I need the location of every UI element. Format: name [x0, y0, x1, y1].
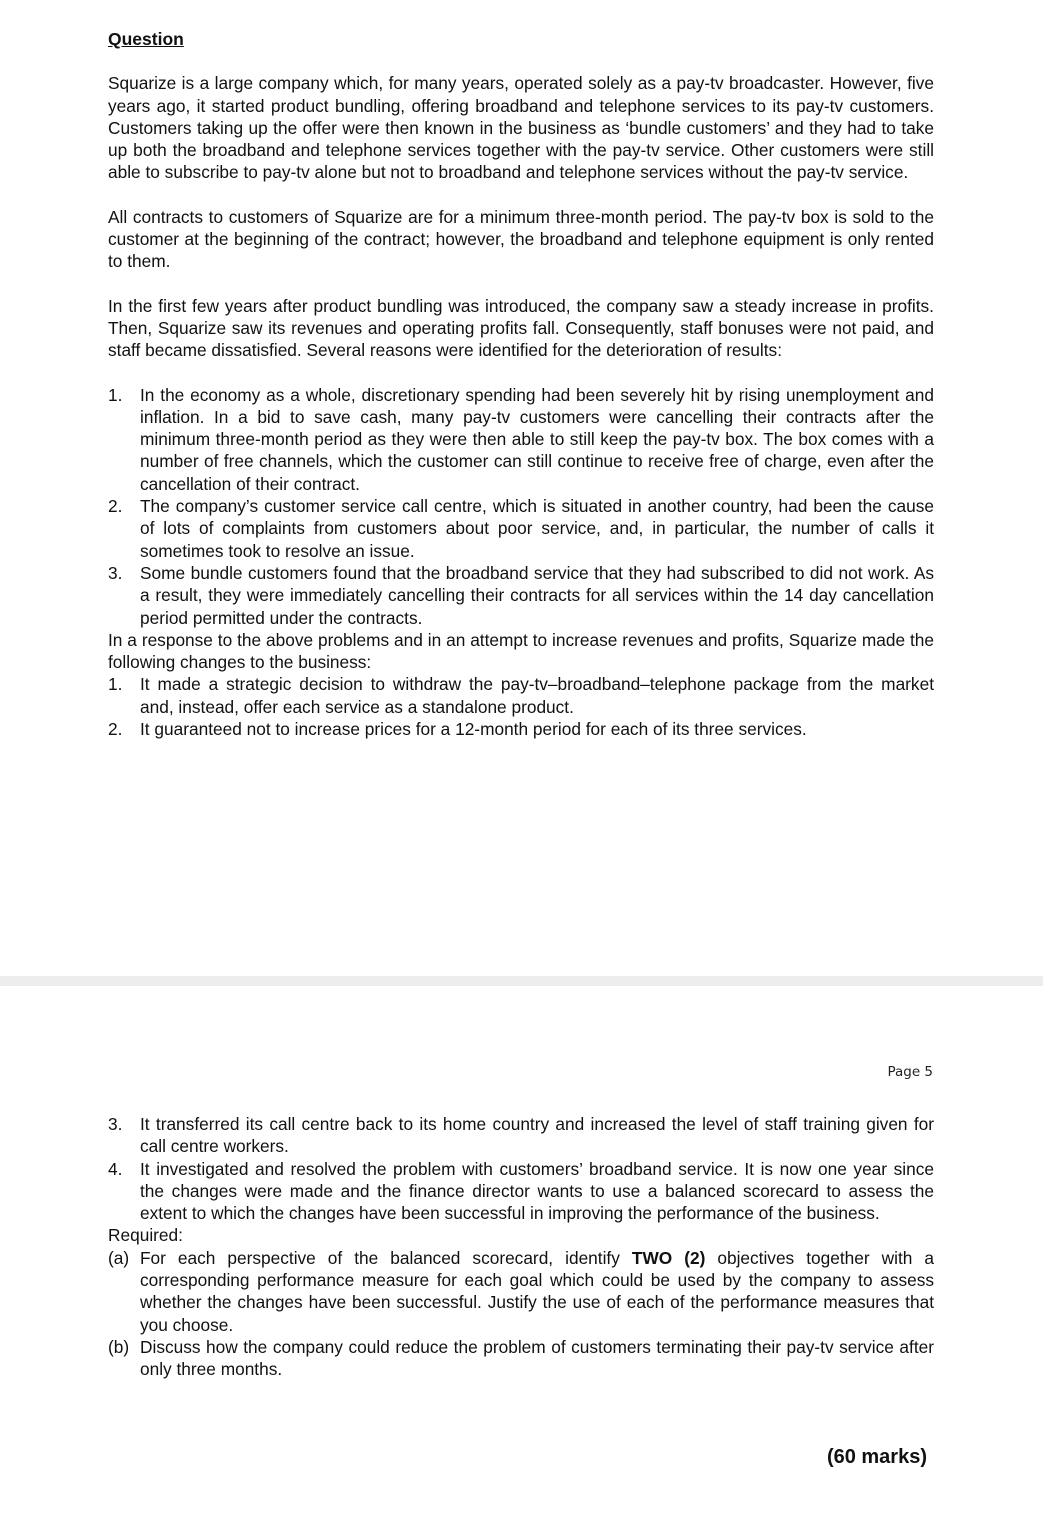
list-number: 1. [108, 384, 123, 405]
page-content [108, 28, 934, 740]
list-text: It guaranteed not to increase prices for a 12-month period for each of its three services. [140, 719, 807, 740]
part-a [108, 1247, 934, 1336]
list-text: In the economy as a whole, discretionary spending had been severely hit by rising unemployment and inflation. In a bid to save cash, many pay-tv customers were cancelling their contracts after the minimum three-month period as they were then able to still keep the pay-tv box. The box comes with a number of free channels, which the customer can still continue to receive free of charge, even after the cancellation of their contract. [140, 384, 934, 494]
marks-total: (60 marks) [826, 1446, 927, 1468]
list-number: 3. [108, 1114, 123, 1134]
intro-paragraph-2: All contracts to customers of Squarize are for a minimum three-month period. The pay-tv box is sold to the customer at the beginning of the contract; however, the broadband and telephone equipment is only rented to them. [108, 206, 934, 272]
part-a-text-before: For each perspective of the balanced scorecard, identify [140, 1247, 632, 1268]
part-b-text: Discuss how the company could reduce the problem of customers terminating their pay-tv service after only three months. [140, 1336, 934, 1380]
part-a-text-after: objectives together with a corresponding performance measure for each goal which could be used by the company to assess whether the changes have been successful. Justify the use of each of the performance measures that you choose. [140, 1247, 934, 1335]
list-number: 4. [108, 1158, 123, 1179]
list-number: 2. [108, 719, 123, 740]
list-text: It made a strategic decision to withdraw the pay-tv–broadband–telephone package from the market and, instead, offer each service as a standalone product. [140, 674, 934, 717]
list-text: The company’s customer service call centre, which is situated in another country, had been the cause of lots of complaints from customers about poor service, and, in particular, the number of calls it sometimes took to resolve an issue. [140, 496, 934, 561]
page-divider [0, 976, 1043, 986]
required-parts-b [108, 1336, 934, 1381]
list-item [108, 1113, 934, 1158]
part-b [108, 1336, 934, 1381]
list-text: It transferred its call centre back to its home country and increased the level of staff training given for call centre workers. [140, 1114, 934, 1157]
part-a-bold: TWO (2) [631, 1247, 706, 1268]
list-item [108, 1158, 934, 1225]
list-number: 3. [108, 562, 123, 583]
intro-paragraph-3: In the first few years after product bundling was introduced, the company saw a steady increase in profits. Then, Squarize saw its revenues and operating profits fall. Consequently, staff bonuses were not paid, and staff became dissatisfied. Several reasons were identified for the deterioration of results: [108, 295, 934, 361]
list-item [108, 562, 934, 629]
list-item [108, 673, 934, 718]
changes-intro: In a response to the above problems and in an attempt to increase revenues and profits, Squarize made the following changes to the business: [108, 629, 934, 673]
part-label: (b) [108, 1336, 130, 1357]
page-content [108, 1113, 934, 1381]
list-text: Some bundle customers found that the broadband service that they had subscribed to did not work. As a result, they were immediately cancelling their contracts for all services within the 14 day cancellation period permitted under the contracts. [140, 562, 934, 628]
list-item [108, 718, 934, 740]
page-number: Page 5 [887, 1064, 933, 1080]
required-parts [108, 1247, 934, 1336]
part-label: (a) [108, 1247, 130, 1268]
reasons-list [108, 384, 934, 629]
document-page-bottom [0, 986, 1043, 1521]
list-item [108, 495, 934, 562]
list-item [108, 384, 934, 495]
required-label: Required: [108, 1225, 183, 1246]
list-number: 1. [108, 674, 123, 695]
question-heading: Question [108, 29, 184, 49]
list-number: 2. [108, 496, 123, 517]
list-text: It investigated and resolved the problem with customers’ broadband service. It is now one year since the changes were made and the finance director wants to use a balanced scorecard to assess the extent to which the changes have been successful in improving the performance of the business. [140, 1158, 934, 1224]
intro-paragraph-1: Squarize is a large company which, for many years, operated solely as a pay-tv broadcaster. However, five years ago, it started product bundling, offering broadband and telephone services to its pay-tv customers. Customers taking up the offer were then known in the business as ‘bundle customers’ and they had to take up both the broadband and telephone services together with the pay-tv service. Other customers were still able to subscribe to pay-tv alone but not to broadband and telephone services without the pay-tv service. [108, 73, 934, 183]
changes-list [108, 673, 934, 740]
changes-list-continued [108, 1113, 934, 1224]
